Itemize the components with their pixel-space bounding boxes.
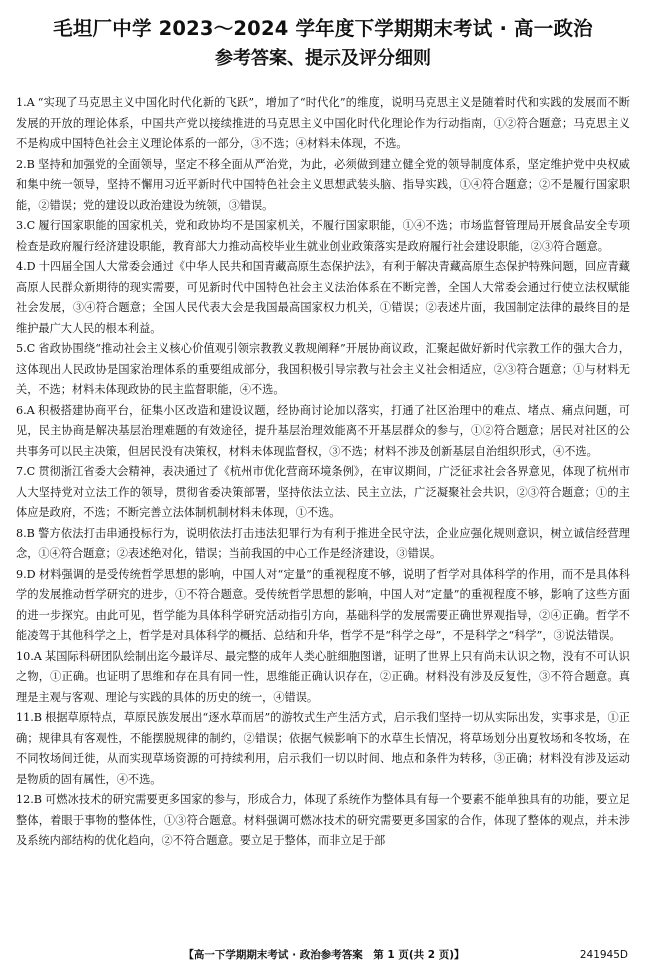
answer-item-2 [16,155,630,217]
question-number: 6.A [16,403,35,417]
answer-item-6 [16,401,630,463]
answer-explanation: “实现了马克思主义中国化时代化新的飞跃”，增加了“时代化”的维度，说明马克思主义是随着时代和实践的发展而不断发展的开放的理论体系，中国共产党以接续推进的马克思主义中国化时代化理论作为行动指南，①②符合题意；马克思主义不是构成中国特色社会主义理论体系的一部分，③不选；④材料未体现，不选。 [16,96,630,150]
answer-explanation: 坚持和加强党的全面领导，坚定不移全面从严治党，为此，必须做到建立健全党的领导制度体系，坚定维护党中央权威和集中统一领导，坚持不懈用习近平新时代中国特色社会主义思想武装头脑、指导实践，①④符合题意；②不是履行国家职能，②错误；党的建设以政治建设为统领，③错误。 [16,157,630,212]
answer-explanation: 贯彻浙江省委大会精神，表决通过了《杭州市优化营商环境条例》，在审议期间，广泛征求社会各界意见，体现了杭州市人大坚持党对立法工作的领导，贯彻省委决策部署，坚持依法立法、民主立法，广泛凝聚社会共识，②③符合题意；①的主体应是政府，不选；不断完善立法体制机制材料未体现，①不选。 [16,465,630,519]
answer-explanation: 警方依法打击串通投标行为，说明依法打击违法犯罪行为有利于推进全民守法，企业应强化规则意识，树立诚信经营理念，①④符合题意；②表述绝对化，错误；当前我国的中心工作是经济建设，③错误。 [16,526,630,560]
answer-item-11 [16,708,630,790]
question-number: 10.A [16,649,42,663]
answer-list [16,93,630,852]
answer-explanation: 履行国家职能的国家机关，党和政协均不是国家机关，不履行国家职能，①④不选；市场监督管理局开展食品安全专项检查是政府履行经济建设职能，教育部大力推动高校毕业生就业创业政策落实是政府履行社会建设职能，②③符合题意。 [16,219,630,253]
footer-label: 【高一下学期期末考试 · 政治参考答案 第 1 页(共 2 页)】 [183,949,465,961]
answer-item-12 [16,790,630,852]
answer-item-7 [16,462,630,524]
question-number: 1.A [16,96,35,109]
question-number: 12.B [16,793,43,806]
answer-explanation: 根据草原特点，草原民族发展出“逐水草而居”的游牧式生产生活方式，启示我们坚持一切从实际出发，实事求是，①正确；规律具有客观性，不能摆脱规律的制约，②错误；依据气候影响下的水草生长情况，将草场划分出夏牧场和冬牧场，在不同牧场间迁徙，从而实现草场资源的可持续利用，启示我们一切以时间、地点和条件为转移，③正确；材料没有涉及运动是物质的固有属性，④不选。 [16,711,630,786]
question-number: 9.D [16,567,36,581]
question-number: 5.C [16,342,36,355]
answer-explanation: 材料强调的是受传统哲学思想的影响，中国人对“定量”的重视程度不够，说明了哲学对具体科学的作用，而不是具体科学的发展推动哲学研究的进步，①不符合题意。受传统哲学思想的影响，中国人对“定量”的重视程度不够，影响了这些方面的进一步探究。由此可见，哲学能为具体科学研究活动指引方向，基础科学的发展需要正确世界观指导，②④正确。哲学不能凌驾于其他科学之上，哲学是对具体科学的概括、总结和升华，哲学不是“科学之母”，不是科学之“科学”，③说法错误。 [16,567,630,642]
answer-explanation: 可燃冰技术的研究需要更多国家的参与，形成合力，体现了系统作为整体具有每一个要素不能单独具有的功能，要立足整体，着眼于事物的整体性，①③符合题意。材料强调可燃冰技术的研究需要更多国家的合作，体现了整体的观点，并未涉及系统内部结构的优化趋向，②不符合题意。要立足于整体，而非立足于部 [16,793,630,847]
question-number: 2.B [16,157,35,171]
answer-item-9 [16,565,630,647]
page-subtitle: 参考答案、提示及评分细则 [215,48,431,69]
question-number: 11.B [16,711,43,724]
document-code: 241945D [579,949,628,961]
question-number: 7.C [16,465,36,478]
question-number: 3.C [16,219,36,232]
answer-item-8 [16,524,630,565]
answer-explanation: 十四届全国人大常委会通过《中华人民共和国青藏高原生态保护法》，有利于解决青藏高原生态保护特殊问题，回应青藏高原人民群众新期待的现实需要，可见新时代中国特色社会主义法治体系在不断完善，全国人大常委会通过行使立法权赋能社会发展，③④符合题意；全国人民代表大会是我国最高国家权力机关，①错误；②表述片面，我国制定法律的最终目的是维护最广大人民的根本利益。 [16,260,630,335]
answer-explanation: 省政协围绕“推动社会主义核心价值观引领宗教教义教规阐释”开展协商议政，汇聚起做好新时代宗教工作的强大合力，这体现出人民政协是国家治理体系的重要组成部分，我国积极引导宗教与社会主义社会相适应，②③符合题意；①与材料无关，不选；材料未体现政协的民主监督职能，④不选。 [16,342,630,396]
page-footer [0,947,648,963]
answer-explanation: 积极搭建协商平台，征集小区改造和建设议题，经协商讨论加以落实，打通了社区治理中的难点、堵点、痛点问题，可见，民主协商是解决基层治理难题的有效途径，提升基层治理效能离不开基层群众的参与，①②符合题意；居民对社区的公共事务可以民主决策，但居民没有决策权，材料未体现监督权，③不选；材料不涉及创新基层自治组织形式，④不选。 [16,403,630,458]
answer-item-10 [16,647,630,709]
question-number: 8.B [16,526,35,540]
answer-item-5 [16,339,630,401]
question-number: 4.D [16,260,36,273]
answer-item-3 [16,216,630,257]
answer-item-1 [16,93,630,155]
page-title: 毛坦厂中学 2023～2024 学年度下学期期末考试 · 高一政治 [53,17,593,40]
answer-explanation: 某国际科研团队绘制出迄今最详尽、最完整的成年人类心脏细胞图谱，证明了世界上只有尚未认识之物，没有不可认识之物，①正确。也证明了思维和存在具有同一性，思维能正确认识存在，②正确。材料没有涉及反复性，③不符合题意。真理是主观与客观、理论与实践的具体的历史的统一，④错误。 [16,649,630,704]
answer-item-4 [16,257,630,339]
